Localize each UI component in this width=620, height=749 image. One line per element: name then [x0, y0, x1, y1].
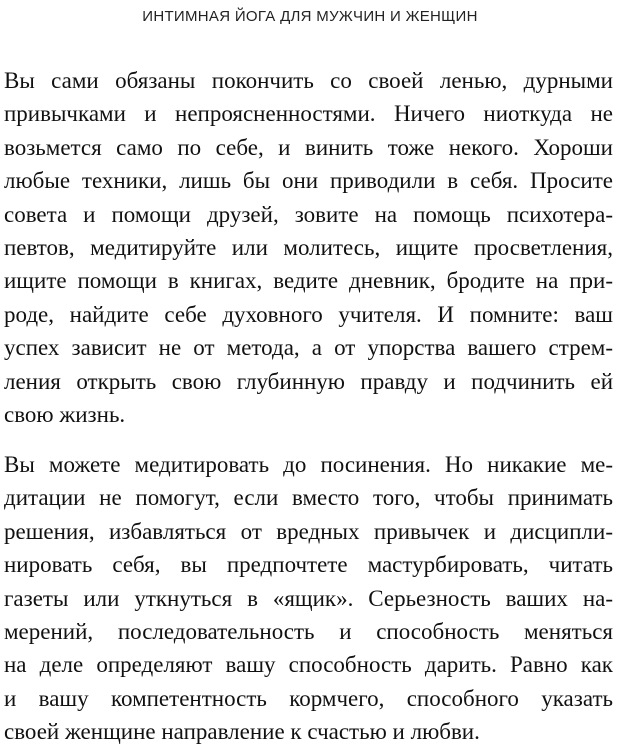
paragraph-1: [4, 64, 613, 431]
text-line: и вашу компетентность кормчего, способного указать: [4, 685, 613, 711]
text-line: роде, найдите себе духовного учителя. И помните: ваш: [4, 301, 613, 327]
text-line: успех зависит не от метода, а от упорства вашего стрем-: [4, 335, 613, 361]
text-line: привычками и непроясненностями. Ничего ниоткуда не: [4, 101, 613, 127]
text-line: певтов, медитируйте или молитесь, ищите просветления,: [4, 234, 613, 260]
text-line: ления открыть свою глубинную правду и подчинить ей: [4, 368, 613, 394]
text-line: газеты или уткнуться в «ящик». Серьезность ваших на-: [4, 585, 613, 611]
text-line: любые техники, лишь бы они приводили в себя. Просите: [4, 168, 613, 194]
text-line: нировать себя, вы предпочтете мастурбировать, читать: [4, 552, 613, 578]
text-line: ищите помощи в книгах, ведите дневник, бродите на при-: [4, 268, 613, 294]
text-line: совета и помощи друзей, зовите на помощь психотера-: [4, 201, 613, 227]
text-line: мерений, последовательность и способность меняться: [4, 618, 613, 644]
text-line: свою жизнь.: [4, 401, 126, 427]
text-line: дитации не помогут, если вместо того, чтобы принимать: [4, 485, 613, 511]
text-line: на деле определяют вашу способность дарить. Равно как: [4, 652, 613, 678]
paragraph-2: [4, 448, 613, 749]
text-line: Вы сами обязаны покончить со своей ленью, дурными: [4, 68, 613, 93]
text-line: Вы можете медитировать до посинения. Но никакие ме-: [4, 452, 613, 477]
text-line: своей женщине направление к счастью и любви.: [4, 719, 480, 745]
text-line: решения, избавляться от вредных привычек и дисципли-: [4, 518, 613, 544]
running-header: ИНТИМНАЯ ЙОГА ДЛЯ МУЖЧИН И ЖЕНЩИН: [142, 8, 478, 25]
text-line: возьмется само по себе, и винить тоже некого. Хороши: [4, 134, 613, 160]
